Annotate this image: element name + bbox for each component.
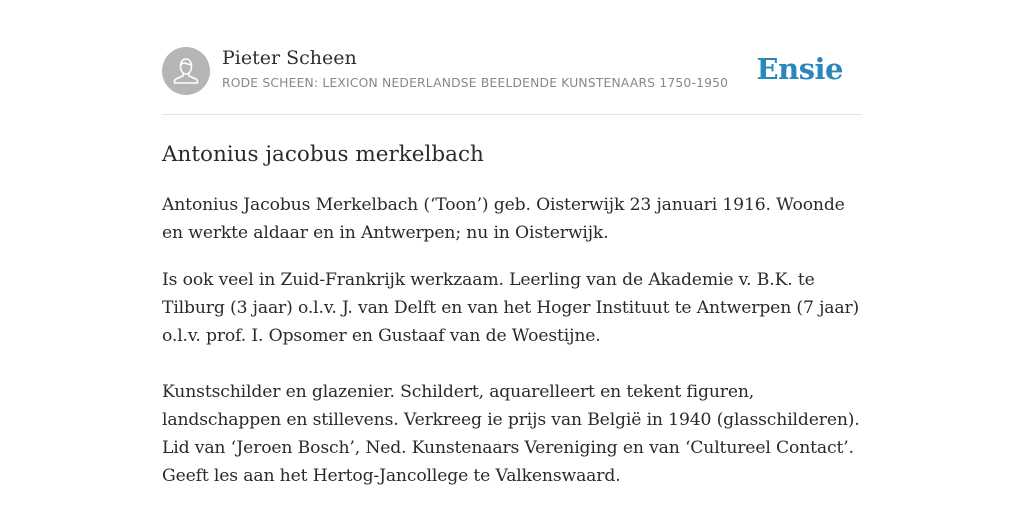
- article-title: Antonius jacobus merkelbach: [162, 142, 484, 167]
- paragraph-line: Kunstschilder en glazenier. Schildert, aquarelleert en tekent figuren,: [162, 382, 755, 402]
- paragraph-3: [162, 378, 862, 490]
- paragraph-line: Is ook veel in Zuid-Frankrijk werkzaam. Leerling van de Akademie v. B.K. te: [162, 270, 815, 290]
- paragraph-line: en werkte aldaar en in Antwerpen; nu in Oisterwijk.: [162, 223, 609, 243]
- brand-logo[interactable]: Ensie: [756, 52, 843, 86]
- article-body: [162, 191, 862, 490]
- header-divider: [162, 114, 862, 115]
- paragraph-line: Antonius Jacobus Merkelbach (‘Toon’) geb. Oisterwijk 23 januari 1916. Woonde: [162, 195, 845, 215]
- paragraph-gap: [162, 350, 862, 378]
- paragraph-line: landschappen en stillevens. Verkreeg ie prijs van België in 1940 (glasschilderen).: [162, 410, 860, 430]
- paragraph-2: [162, 266, 862, 350]
- article-header: [162, 46, 862, 114]
- paragraph-line: Geeft les aan het Hertog-Jancollege te Valkenswaard.: [162, 466, 621, 486]
- author-name[interactable]: Pieter Scheen: [222, 47, 357, 69]
- paragraph-line: o.l.v. prof. I. Opsomer en Gustaaf van de Woestijne.: [162, 326, 601, 346]
- paragraph-1: [162, 191, 862, 247]
- article-card: [162, 46, 862, 490]
- paragraph-line: Tilburg (3 jaar) o.l.v. J. van Delft en van het Hoger Instituut te Antwerpen (7 jaar): [162, 298, 860, 318]
- paragraph-line: Lid van ‘Jeroen Bosch’, Ned. Kunstenaars Vereniging en van ‘Cultureel Contact’.: [162, 438, 854, 458]
- author-avatar[interactable]: [162, 47, 210, 95]
- user-icon: [162, 47, 210, 95]
- source-title[interactable]: RODE SCHEEN: LEXICON NEDERLANDSE BEELDENDE KUNSTENAARS 1750-1950: [222, 76, 729, 90]
